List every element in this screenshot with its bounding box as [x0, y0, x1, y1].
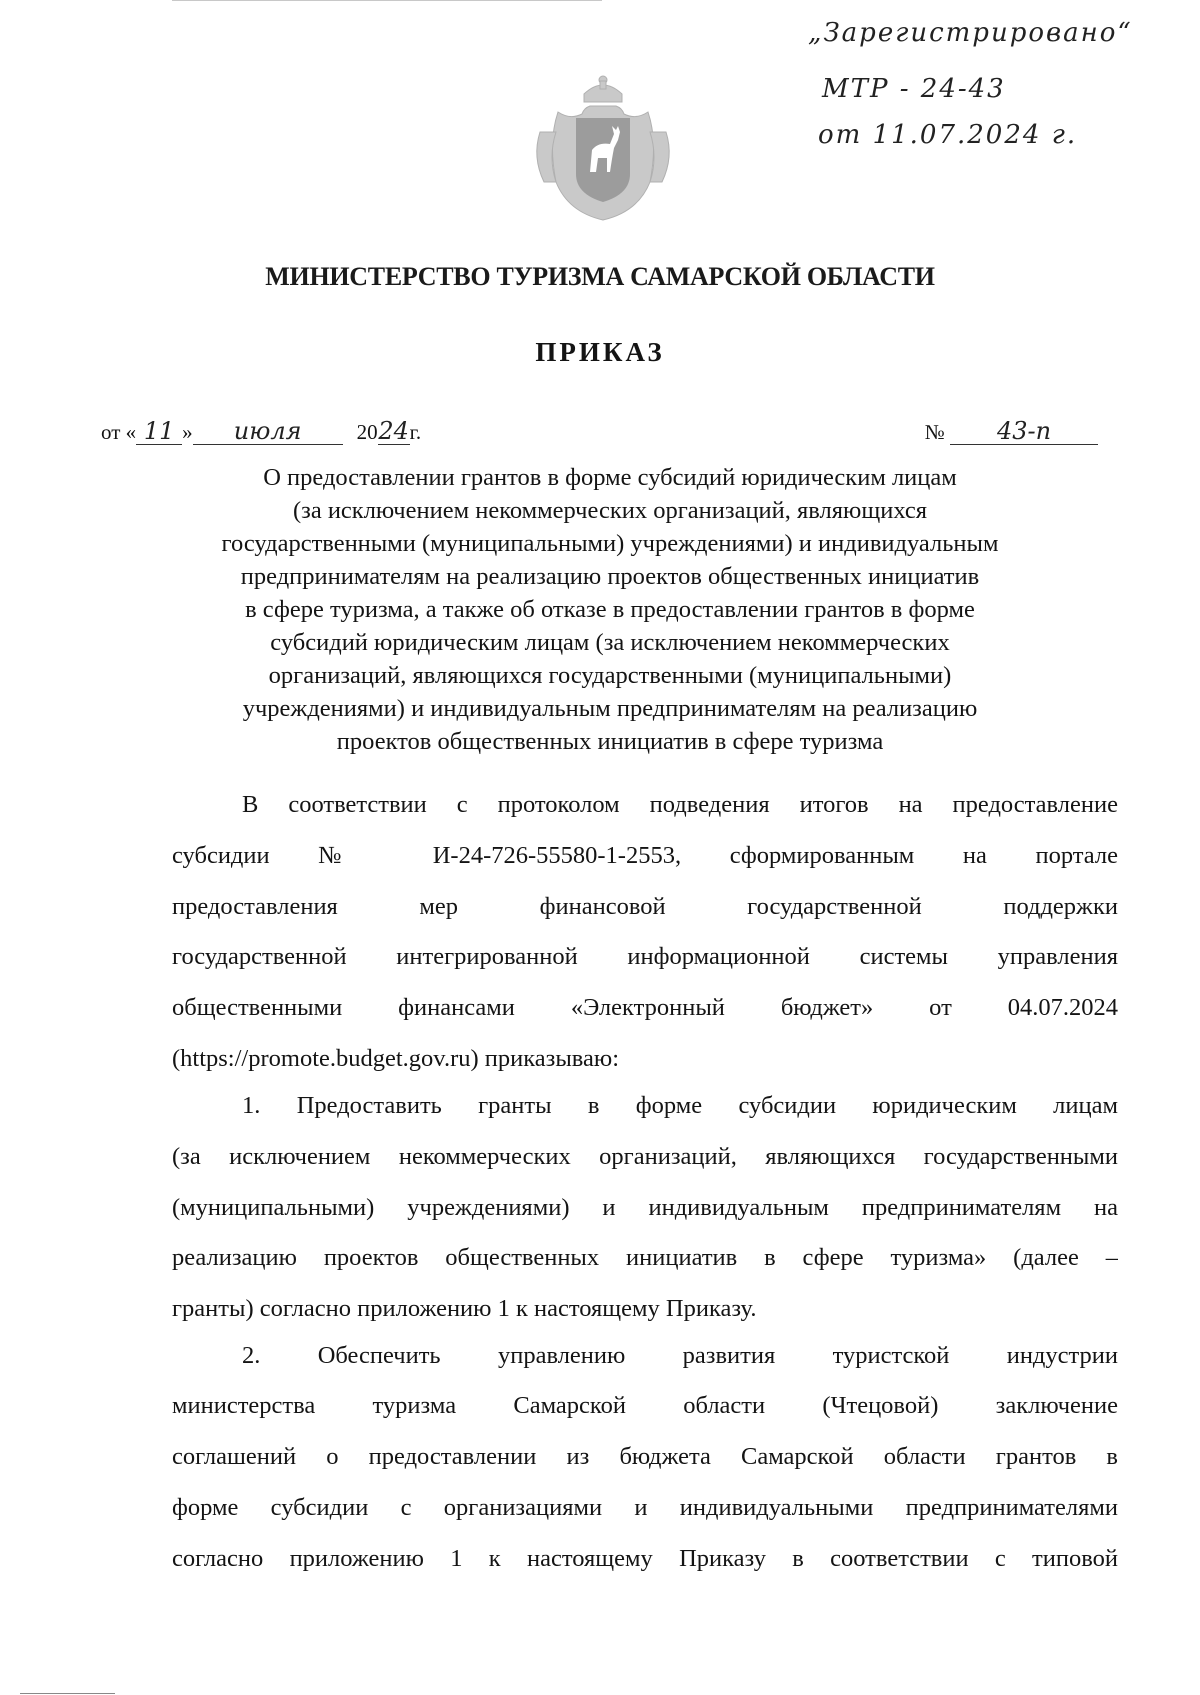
preamble-line: общественными финансами «Электронный бюджет» от 04.07.2024	[172, 994, 1118, 1021]
handwritten-registration-line-2: МТР - 24-43	[822, 74, 1006, 104]
preamble-line: субсидии № И-24-726-55580-1-2553, сформированным на портале	[172, 842, 1118, 869]
item-1-line: 1. Предоставить гранты в форме субсидии юридическим лицам	[242, 1092, 1118, 1119]
samara-coat-of-arms-emblem	[528, 72, 678, 222]
subject-line: государственными (муниципальными) учреждениями) и индивидуальным	[221, 530, 999, 557]
date-year-suffix: 24	[378, 417, 409, 445]
handwritten-registration-line-1: „Зарегистрировано“	[808, 18, 1133, 48]
item-1-line: (муниципальными) учреждениями) и индивидуальным предпринимателям на	[172, 1194, 1118, 1221]
item-2-line: соглашений о предоставлении из бюджета Самарской области грантов в	[172, 1443, 1118, 1470]
ministry-title: МИНИСТЕРСТВО ТУРИЗМА САМАРСКОЙ ОБЛАСТИ	[265, 262, 935, 291]
date-day: 11	[136, 418, 182, 445]
date-year-g: г.	[409, 420, 422, 444]
date-day-close: »	[182, 420, 193, 444]
scan-edge-line	[172, 0, 602, 1]
item-2-line: форме субсидии с организациями и индивидуальными предпринимателями	[172, 1494, 1118, 1521]
subject-line: (за исключением некоммерческих организаций, являющихся	[292, 497, 928, 524]
number-value: 43-п	[950, 418, 1098, 445]
date-year-prefix: 20	[356, 420, 378, 444]
number-label: №	[924, 420, 945, 444]
date-prefix: от «	[101, 420, 137, 444]
order-number	[925, 418, 1098, 445]
order-date	[101, 418, 421, 445]
item-1-line: (за исключением некоммерческих организаций, являющихся государственными	[172, 1143, 1118, 1170]
item-2-line: министерства туризма Самарской области (Чтецовой) заключение	[172, 1392, 1118, 1419]
preamble-line: государственной интегрированной информационной системы управления	[172, 943, 1118, 970]
subject-line: О предоставлении грантов в форме субсидий юридическим лицам	[263, 464, 957, 491]
scan-edge-line	[20, 1693, 115, 1694]
preamble-line: (https://promote.budget.gov.ru) приказываю:	[172, 1045, 620, 1072]
subject-line: учреждениями) и индивидуальным предпринимателям на реализацию	[242, 695, 978, 722]
handwritten-registration-line-3: от 11.07.2024 г.	[818, 120, 1078, 150]
item-1-line: гранты) согласно приложению 1 к настоящему Приказу.	[172, 1295, 757, 1322]
subject-line: субсидий юридическим лицам (за исключением некоммерческих	[270, 629, 950, 656]
date-month: июля	[193, 418, 343, 445]
subject-line: предпринимателям на реализацию проектов общественных инициатив	[240, 563, 980, 590]
preamble-line: В соответствии с протоколом подведения итогов на предоставление	[242, 791, 1118, 818]
subject-line: организаций, являющихся государственными (муниципальными)	[268, 662, 952, 689]
item-2-line: 2. Обеспечить управлению развития туристской индустрии	[242, 1342, 1118, 1369]
subject-line: проектов общественных инициатив в сфере туризма	[336, 728, 884, 755]
item-2-line: согласно приложению 1 к настоящему Приказу в соответствии с типовой	[172, 1545, 1118, 1572]
subject-line: в сфере туризма, а также об отказе в предоставлении грантов в форме	[245, 596, 975, 623]
item-1-line: реализацию проектов общественных инициатив в сфере туризма» (далее –	[172, 1244, 1118, 1271]
document-type-heading: ПРИКАЗ	[535, 337, 665, 367]
preamble-line: предоставления мер финансовой государственной поддержки	[172, 893, 1118, 920]
order-subject	[180, 461, 1040, 758]
